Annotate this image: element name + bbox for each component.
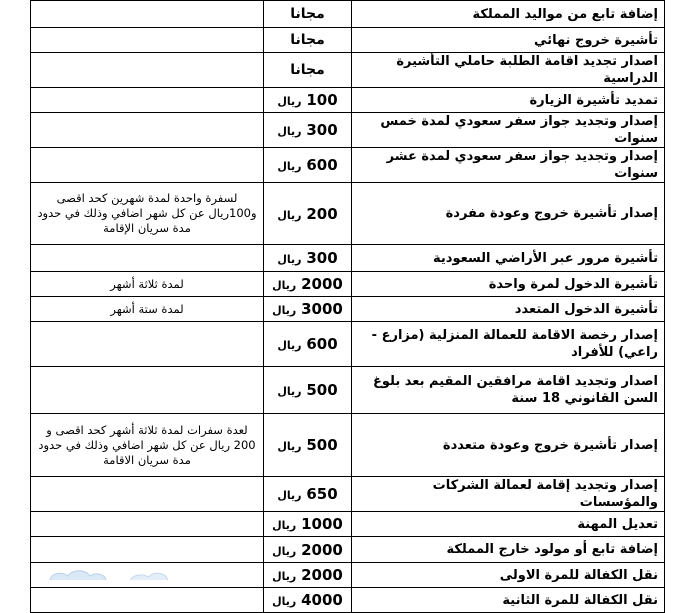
service-cell: تمديد تأشيرة الزيارة <box>352 88 665 113</box>
currency-label: ريال <box>272 279 297 292</box>
note-cell <box>31 245 264 272</box>
note-cell: لمدة ستة أشهر <box>31 297 264 322</box>
currency-label: ريال <box>277 125 302 138</box>
table-row <box>31 28 665 53</box>
table-row <box>31 272 665 297</box>
service-cell: إضافة تابع أو مولود خارج المملكة <box>352 537 665 563</box>
table-row <box>31 1 665 28</box>
service-cell: إصدار تأشيرة خروج وعودة مفردة <box>352 183 665 245</box>
currency-label: ريال <box>272 519 297 532</box>
fee-cell <box>264 272 352 297</box>
fee-cell <box>264 88 352 113</box>
fee-cell <box>264 113 352 148</box>
service-cell: إصدار رخصة الاقامة للعمالة المنزلية (مزارع - راعي) للأفراد <box>352 322 665 367</box>
fee-amount: 4000 <box>301 591 343 609</box>
fee-cell <box>264 297 352 322</box>
watermark-graphic <box>40 566 220 580</box>
currency-label: ريال <box>277 440 302 453</box>
currency-label: ريال <box>272 570 297 583</box>
fee-amount: 1000 <box>301 515 343 533</box>
service-cell: نقل الكفالة للمرة الاولى <box>352 563 665 588</box>
table-row <box>31 297 665 322</box>
fee-cell <box>264 322 352 367</box>
service-cell: إصدار وتجديد جواز سفر سعودي لمدة خمس سنوات <box>352 113 665 148</box>
service-cell: اصدار تجديد اقامة الطلبة حاملي التأشيرة الدراسية <box>352 53 665 88</box>
table-row <box>31 367 665 414</box>
fee-amount: 300 <box>306 121 338 139</box>
table-row <box>31 414 665 477</box>
note-cell <box>31 512 264 537</box>
service-cell: إصدار تأشيرة خروج وعودة متعددة <box>352 414 665 477</box>
service-cell: إصدار وتجديد جواز سفر سعودي لمدة عشر سنوات <box>352 148 665 183</box>
fee-amount: 2000 <box>301 566 343 584</box>
fee-cell: مجانا <box>264 53 352 88</box>
note-cell <box>31 477 264 512</box>
table-row <box>31 53 665 88</box>
fee-amount: 200 <box>306 204 338 223</box>
currency-label: ريال <box>272 304 297 317</box>
table-row <box>31 512 665 537</box>
fee-amount: 2000 <box>301 540 343 559</box>
fee-amount: 2000 <box>301 275 343 293</box>
fee-amount: 600 <box>306 156 338 174</box>
table-row <box>31 113 665 148</box>
currency-label: ريال <box>277 253 302 266</box>
fee-amount: 500 <box>306 381 338 399</box>
note-cell <box>31 322 264 367</box>
fee-amount: 300 <box>306 249 338 267</box>
fee-cell <box>264 537 352 563</box>
currency-label: ريال <box>277 489 302 502</box>
fee-amount: 100 <box>306 91 338 109</box>
note-cell <box>31 537 264 563</box>
fee-cell <box>264 588 352 613</box>
service-cell: تعديل المهنة <box>352 512 665 537</box>
note-cell: لعدة سفرات لمدة ثلاثة أشهر كحد اقصى و 200 ريال عن كل شهر اضافي وذلك في حدود مدة سريان الاقامة <box>31 414 264 477</box>
table-row <box>31 588 665 613</box>
currency-label: ريال <box>277 95 302 108</box>
note-cell: لسفرة واحدة لمدة شهرين كحد اقصى و100ريال عن كل شهر اضافي وذلك في حدود مدة سريان الإقامة <box>31 183 264 245</box>
service-cell: إضافة تابع من مواليد المملكة <box>352 1 665 28</box>
fee-cell <box>264 245 352 272</box>
service-cell: تأشيرة خروج نهائي <box>352 28 665 53</box>
service-cell: تأشيرة الدخول المتعدد <box>352 297 665 322</box>
fee-cell <box>264 414 352 477</box>
fees-table <box>30 0 665 613</box>
currency-label: ريال <box>272 595 297 608</box>
currency-label: ريال <box>277 339 302 352</box>
fee-cell <box>264 183 352 245</box>
fee-amount: 3000 <box>301 300 343 318</box>
table-row <box>31 183 665 245</box>
service-cell: إصدار وتجديد إقامة لعمالة الشركات والمؤسسات <box>352 477 665 512</box>
fee-cell <box>264 148 352 183</box>
currency-label: ريال <box>277 208 302 222</box>
fee-amount: 600 <box>306 335 338 353</box>
currency-label: ريال <box>277 385 302 398</box>
fee-cell <box>264 367 352 414</box>
fee-cell <box>264 477 352 512</box>
note-cell <box>31 1 264 28</box>
table-row <box>31 322 665 367</box>
note-cell <box>31 367 264 414</box>
note-cell <box>31 148 264 183</box>
table-row <box>31 148 665 183</box>
fee-cell: مجانا <box>264 28 352 53</box>
table-row <box>31 537 665 563</box>
fee-cell <box>264 563 352 588</box>
fee-cell: مجانا <box>264 1 352 28</box>
note-cell <box>31 53 264 88</box>
service-cell: نقل الكفالة للمرة الثانية <box>352 588 665 613</box>
note-cell: لمدة ثلاثة أشهر <box>31 272 264 297</box>
table-row <box>31 245 665 272</box>
currency-label: ريال <box>272 544 297 558</box>
service-cell: اصدار وتجديد اقامة مرافقين المقيم بعد بلوغ السن القانوني 18 سنة <box>352 367 665 414</box>
fee-cell <box>264 512 352 537</box>
fee-amount: 650 <box>306 485 338 503</box>
service-cell: تأشيرة الدخول لمرة واحدة <box>352 272 665 297</box>
note-cell <box>31 28 264 53</box>
note-cell <box>31 588 264 613</box>
watermark-cloud-icon <box>40 567 220 580</box>
table-row <box>31 477 665 512</box>
currency-label: ريال <box>277 160 302 173</box>
note-cell <box>31 88 264 113</box>
fee-amount: 500 <box>306 436 338 454</box>
service-cell: تأشيرة مرور عبر الأراضي السعودية <box>352 245 665 272</box>
table-row <box>31 88 665 113</box>
note-cell <box>31 113 264 148</box>
